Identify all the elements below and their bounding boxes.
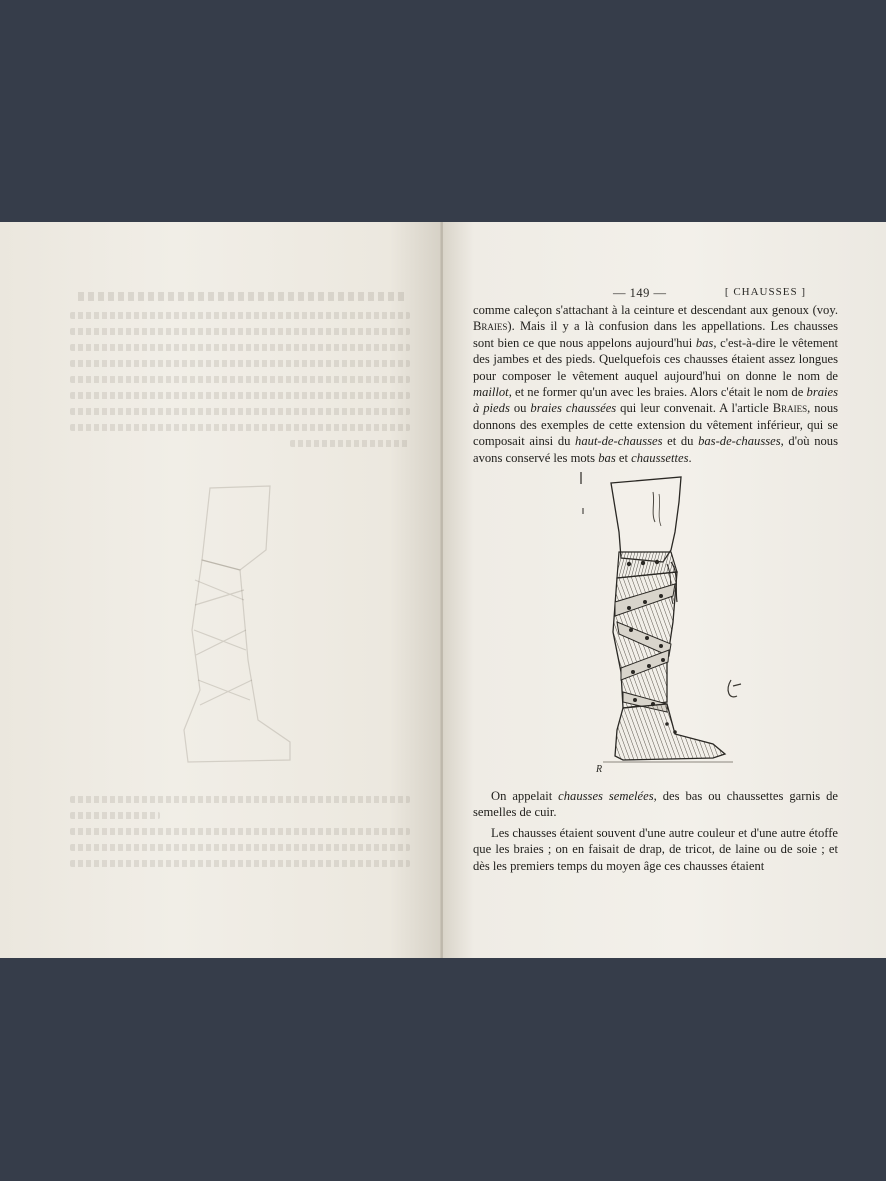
bleed-through-line (70, 328, 410, 335)
bleed-through-line (70, 360, 410, 367)
book-spread (0, 222, 886, 958)
bleed-through-line (70, 860, 410, 867)
running-head (443, 286, 886, 302)
bleed-through-line (70, 828, 410, 835)
bleed-through-header (78, 292, 408, 301)
bleed-through-line (70, 392, 410, 399)
paragraph-semelees: On appelait chausses semelées, des bas ou chaussettes garnis de semelles de cuir. (473, 789, 838, 820)
bleed-through-line (70, 844, 410, 851)
body-text-top (473, 302, 838, 466)
bleed-through-line (290, 440, 410, 447)
page-number: — 149 — (613, 286, 667, 300)
paragraph-couleurs: Les chausses étaient souvent d'une autre couleur et d'une autre étoffe que les braies ; on en faisait de drap, de tricot, de laine ou de soie ; et dès les premiers temps du moyen âge ces chausses étaient (473, 825, 838, 873)
bleed-through-line (70, 812, 160, 819)
bleed-through-line (70, 376, 410, 383)
bleed-through-line (70, 796, 410, 803)
left-page (0, 222, 442, 958)
bleed-through-figure (140, 480, 340, 780)
bleed-through-line (70, 312, 410, 319)
engraver-letter: R (596, 764, 603, 772)
body-text-bottom (473, 788, 838, 874)
bleed-through-line (70, 344, 410, 351)
chausse-illustration (563, 472, 763, 772)
paragraph-continuation: comme caleçon s'attachant à la ceinture et descendant aux genoux (voy. Braies). Mais il y a là confusion dans les appellations. Les chausses sont bien ce que nous appelons aujourd'hui bas, c'est-à-dire le vêtement des jambes et des pieds. Quelquefois ces chausses étaient assez longues pour composer le vêtement auquel aujourd'hui on donne le nom de maillot, et ne former qu'un avec les braies. Alors c'était le nom de braies à pieds ou braies chaussées qui leur convenait. A l'article Braies, nous donnons des exemples de cette extension du vêtement inférieur, qui se composait ainsi du haut-de-chausses et du bas-de-chausses, d'où nous avons conservé les mots bas et chaussettes. (473, 303, 839, 465)
right-page (443, 222, 886, 958)
bleed-through-line (70, 408, 410, 415)
section-title: [ CHAUSSES ] (724, 286, 806, 298)
bleed-through-line (70, 424, 410, 431)
